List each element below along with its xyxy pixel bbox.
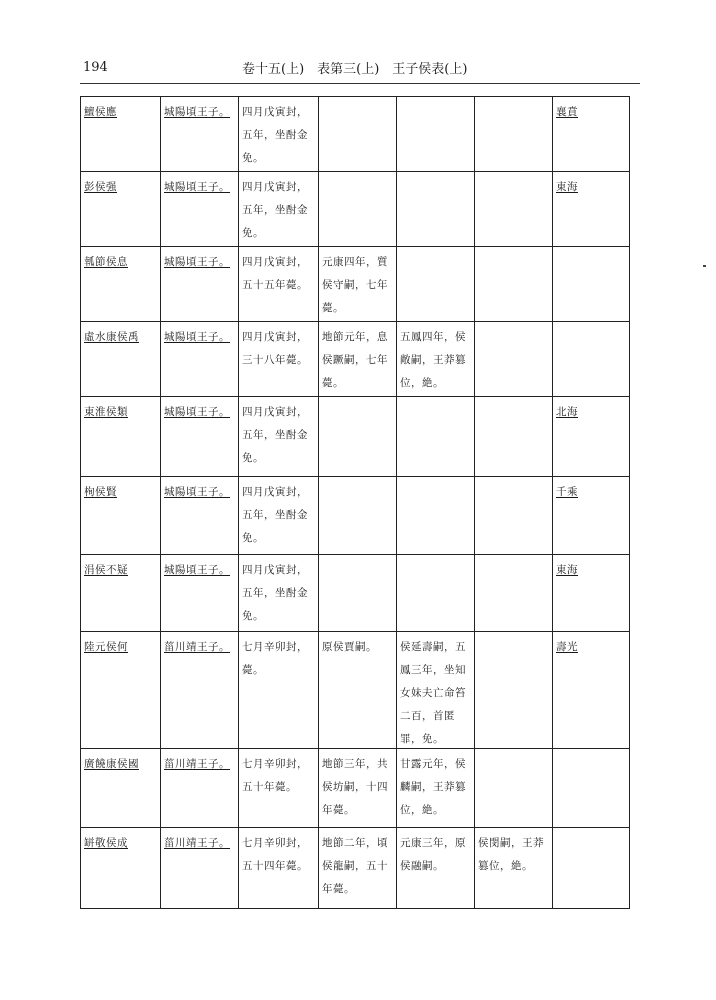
son-cell: 原侯賈嗣。 [319, 632, 397, 748]
grandson-cell [397, 397, 475, 476]
marquis-name: 廣饒康侯國 [84, 758, 139, 770]
son-cell [319, 97, 397, 171]
father-cell [161, 322, 239, 396]
great-grandson-cell [475, 247, 553, 321]
table-row [81, 749, 630, 828]
enfeoffment-cell: 四月戊寅封，五年，坐酎金免。 [239, 97, 319, 171]
father-text: 城陽頃王子。 [164, 406, 230, 418]
father-text: 菑川靖王子。 [164, 641, 230, 653]
grandson-cell [397, 97, 475, 171]
table-row [81, 247, 630, 322]
running-title: 卷十五(上) 表第三(上) 王子侯表(上) [242, 62, 468, 77]
marquis-name: 涓侯不疑 [84, 564, 128, 576]
marquis-name: 缾敬侯成 [84, 837, 128, 849]
great-grandson-cell [475, 397, 553, 476]
enfeoffment-cell: 四月戊寅封，五年，坐酎金免。 [239, 172, 319, 246]
genealogy-table [80, 96, 630, 909]
table-row [81, 322, 630, 397]
grandson-cell: 甘露元年，侯麟嗣，王莽篡位，絶。 [397, 749, 475, 827]
marquis-name-cell [81, 828, 161, 908]
marquis-name-cell [81, 632, 161, 748]
marquis-name: 鱣侯應 [84, 106, 117, 118]
grandson-cell: 侯延壽嗣，五鳳三年，坐知女妹夫亡命笞二百，首匿罪，免。 [397, 632, 475, 748]
father-cell [161, 172, 239, 246]
place-name: 北海 [556, 406, 578, 418]
marquis-name-cell [81, 172, 161, 246]
table-row [81, 97, 630, 172]
great-grandson-cell [475, 477, 553, 554]
grandson-cell [397, 477, 475, 554]
son-cell: 地節三年，共侯坊嗣，十四年薨。 [319, 749, 397, 827]
table-row [81, 477, 630, 555]
table-row [81, 555, 630, 632]
table-row [81, 632, 630, 749]
marquis-name-cell [81, 322, 161, 396]
father-cell [161, 749, 239, 827]
grandson-cell [397, 247, 475, 321]
place-cell [553, 322, 630, 396]
place-name: 襄賁 [556, 106, 578, 118]
grandson-cell: 元康三年，原侯融嗣。 [397, 828, 475, 908]
father-text: 城陽頃王子。 [164, 486, 230, 498]
place-cell [553, 172, 630, 246]
great-grandson-cell: 侯閔嗣，王莽篡位，絶。 [475, 828, 553, 908]
place-cell [553, 397, 630, 476]
marquis-name-cell [81, 477, 161, 554]
marquis-name-cell [81, 555, 161, 631]
father-cell [161, 97, 239, 171]
great-grandson-cell [475, 632, 553, 748]
father-cell [161, 397, 239, 476]
father-cell [161, 828, 239, 908]
table-row [81, 828, 630, 909]
marquis-name: 瓡節侯息 [84, 256, 128, 268]
scan-mark [703, 265, 706, 267]
enfeoffment-cell: 四月戊寅封，五年，坐酎金免。 [239, 477, 319, 554]
enfeoffment-cell: 七月辛卯封，五十年薨。 [239, 749, 319, 827]
father-cell [161, 247, 239, 321]
place-cell [553, 477, 630, 554]
page-number: 194 [83, 60, 108, 75]
grandson-cell [397, 172, 475, 246]
place-cell [553, 247, 630, 321]
father-text: 菑川靖王子。 [164, 837, 230, 849]
father-text: 菑川靖王子。 [164, 758, 230, 770]
father-text: 城陽頃王子。 [164, 256, 230, 268]
grandson-cell [397, 555, 475, 631]
marquis-name-cell [81, 749, 161, 827]
great-grandson-cell [475, 322, 553, 396]
marquis-name: 虛水康侯禹 [84, 331, 139, 343]
son-cell [319, 397, 397, 476]
enfeoffment-cell: 七月辛卯封，五十四年薨。 [239, 828, 319, 908]
great-grandson-cell [475, 172, 553, 246]
son-cell: 元康四年，質侯守嗣，七年薨。 [319, 247, 397, 321]
enfeoffment-cell: 四月戊寅封，五年，坐酎金免。 [239, 555, 319, 631]
table-row [81, 397, 630, 477]
father-text: 城陽頃王子。 [164, 106, 230, 118]
place-cell [553, 749, 630, 827]
marquis-name: 東淮侯類 [84, 406, 128, 418]
father-cell [161, 632, 239, 748]
header-rule [80, 83, 640, 84]
place-name: 壽光 [556, 641, 578, 653]
great-grandson-cell [475, 555, 553, 631]
table-row [81, 172, 630, 247]
place-name: 東海 [556, 564, 578, 576]
father-cell [161, 477, 239, 554]
marquis-name: 陸元侯何 [84, 641, 128, 653]
grandson-cell: 五鳳四年，侯敞嗣，王莽篡位，絶。 [397, 322, 475, 396]
father-text: 城陽頃王子。 [164, 331, 230, 343]
father-text: 城陽頃王子。 [164, 564, 230, 576]
marquis-name: 彭侯强 [84, 181, 117, 193]
page-header [0, 0, 716, 80]
marquis-name-cell [81, 97, 161, 171]
great-grandson-cell [475, 749, 553, 827]
son-cell [319, 477, 397, 554]
marquis-name-cell [81, 397, 161, 476]
enfeoffment-cell: 七月辛卯封，薨。 [239, 632, 319, 748]
father-cell [161, 555, 239, 631]
place-cell [553, 632, 630, 748]
enfeoffment-cell: 四月戊寅封，三十八年薨。 [239, 322, 319, 396]
enfeoffment-cell: 四月戊寅封，五十五年薨。 [239, 247, 319, 321]
father-text: 城陽頃王子。 [164, 181, 230, 193]
place-name: 千乘 [556, 486, 578, 498]
son-cell [319, 172, 397, 246]
great-grandson-cell [475, 97, 553, 171]
place-cell [553, 97, 630, 171]
son-cell: 地節二年，頃侯龍嗣，五十年薨。 [319, 828, 397, 908]
place-cell [553, 555, 630, 631]
marquis-name: 栒侯賢 [84, 486, 117, 498]
son-cell [319, 555, 397, 631]
place-name: 東海 [556, 181, 578, 193]
enfeoffment-cell: 四月戊寅封，五年，坐酎金免。 [239, 397, 319, 476]
marquis-name-cell [81, 247, 161, 321]
son-cell: 地節元年，息侯蹶嗣，七年薨。 [319, 322, 397, 396]
place-cell [553, 828, 630, 908]
